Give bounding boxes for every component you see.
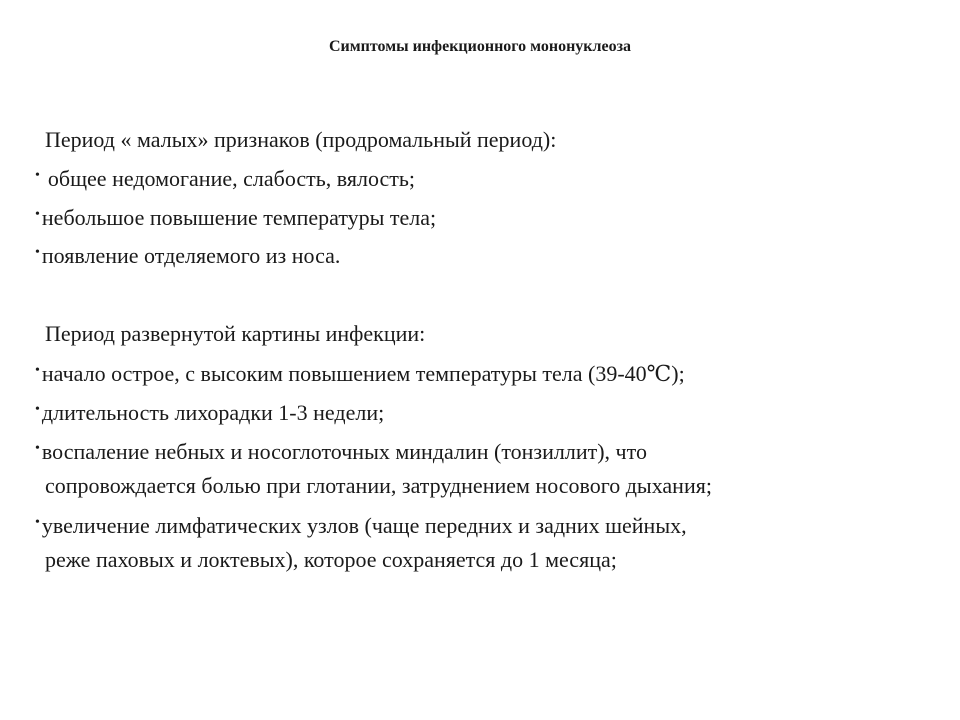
bullet: •: [35, 207, 40, 222]
bullet: •: [35, 441, 40, 456]
list-item-text: длительность лихорадки 1-3 недели;: [41, 400, 385, 425]
list-item-continuation: реже паховых и локтевых), которое сохраняется до 1 месяца;: [45, 547, 617, 572]
section-heading-full-picture: Период развернутой картины инфекции:: [45, 321, 426, 346]
list-item-text: увеличение лимфатических узлов (чаще передних и задних шейных,: [41, 513, 687, 538]
list-item-text: небольшое повышение температуры тела;: [41, 205, 437, 230]
bullet: •: [35, 245, 40, 260]
bullet: •: [35, 363, 40, 378]
list-item-text: начало острое, с высоким повышением температуры тела (39-40℃);: [41, 361, 685, 386]
list-item: [35, 243, 935, 269]
list-item-text: воспаление небных и носоглоточных миндалин (тонзиллит), что: [41, 439, 647, 464]
list-item: [35, 513, 935, 539]
slide-title: Симптомы инфекционного мононуклеоза: [328, 38, 632, 55]
list-item: [35, 166, 935, 192]
bullet: •: [35, 168, 40, 183]
section-heading-prodromal: Период « малых» признаков (продромальный период):: [45, 127, 557, 152]
list-item-text: общее недомогание, слабость, вялость;: [47, 166, 416, 191]
list-item-text: появление отделяемого из носа.: [41, 243, 341, 268]
list-item: [35, 439, 935, 465]
list-item: [35, 361, 935, 387]
bullet: •: [35, 402, 40, 417]
list-item-continuation: сопровождается болью при глотании, затруднением носового дыхания;: [45, 473, 712, 498]
bullet: •: [35, 515, 40, 530]
list-item: [35, 205, 935, 231]
list-item: [35, 400, 935, 426]
